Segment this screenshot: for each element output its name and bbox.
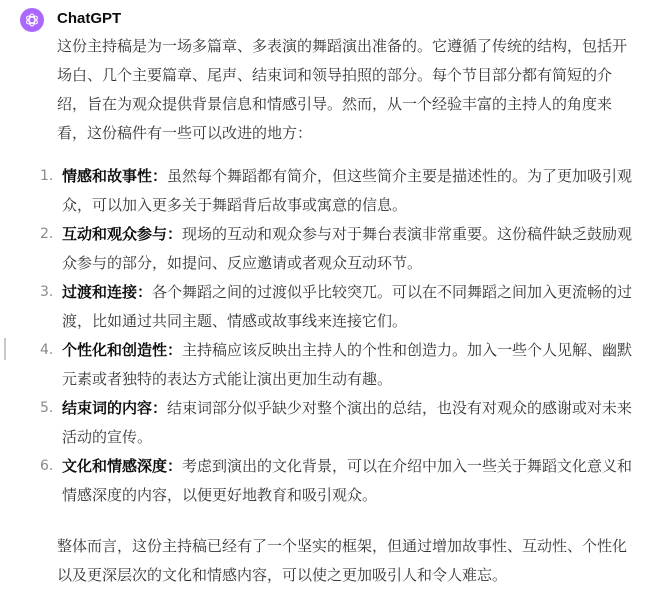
suggestion-list [40, 162, 641, 510]
list-item-title: 个性化和创造性： [62, 341, 183, 359]
list-item [40, 162, 641, 220]
list-item-text: 现场的互动和观众参与对于舞台表演非常重要。这份稿件缺乏鼓励观众参与的部分，如提问、反应邀请或者观众互动环节。 [62, 225, 633, 272]
message-body [40, 32, 641, 590]
list-item-number: 2. [40, 226, 54, 242]
list-item [40, 452, 641, 510]
list-item-number: 3. [40, 284, 54, 300]
list-item-title: 情感和故事性： [62, 167, 168, 185]
list-item [40, 220, 641, 278]
list-item-title: 结束词的内容： [62, 399, 168, 417]
list-item-text: 主持稿应该反映出主持人的个性和创造力。加入一些个人见解、幽默元素或者独特的表达方式能让演出更加生动有趣。 [62, 341, 633, 388]
list-item-number: 6. [40, 458, 54, 474]
list-item [40, 278, 641, 336]
list-item-title: 互动和观众参与： [62, 225, 183, 243]
intro-paragraph: 这份主持稿是为一场多篇章、多表演的舞蹈演出准备的。它遵循了传统的结构，包括开场白、几个主要篇章、尾声、结束词和领导拍照的部分。每个节目部分都有简短的介绍，旨在为观众提供背景信息和情感引导。然而，从一个经验丰富的主持人的角度来看，这份稿件有一些可以改进的地方： [57, 37, 628, 142]
scroll-edge-marker [4, 338, 6, 360]
list-item-text: 结束词部分似乎缺少对整个演出的总结，也没有对观众的感谢或对未来活动的宣传。 [62, 399, 633, 446]
avatar [20, 8, 44, 32]
list-item-title: 过渡和连接： [62, 283, 153, 301]
list-item-number: 4. [40, 342, 54, 358]
list-item-title: 文化和情感深度： [62, 457, 183, 475]
list-item-number: 1. [40, 168, 54, 184]
list-item-number: 5. [40, 400, 54, 416]
openai-logo-icon [24, 12, 40, 28]
summary-paragraph: 整体而言，这份主持稿已经有了一个坚实的框架，但通过增加故事性、互动性、个性化以及更深层次的文化和情感内容，可以使之更加吸引人和令人难忘。 [57, 537, 628, 584]
list-item [40, 336, 641, 394]
message-author: ChatGPT [57, 10, 122, 27]
list-item-text: 考虑到演出的文化背景，可以在介绍中加入一些关于舞蹈文化意义和情感深度的内容，以便更好地教育和吸引观众。 [62, 457, 633, 504]
list-item [40, 394, 641, 452]
list-item-text: 各个舞蹈之间的过渡似乎比较突兀。可以在不同舞蹈之间加入更流畅的过渡，比如通过共同主题、情感或故事线来连接它们。 [62, 283, 633, 330]
list-item-text: 虽然每个舞蹈都有简介，但这些简介主要是描述性的。为了更加吸引观众，可以加入更多关于舞蹈背后故事或寓意的信息。 [62, 167, 633, 214]
